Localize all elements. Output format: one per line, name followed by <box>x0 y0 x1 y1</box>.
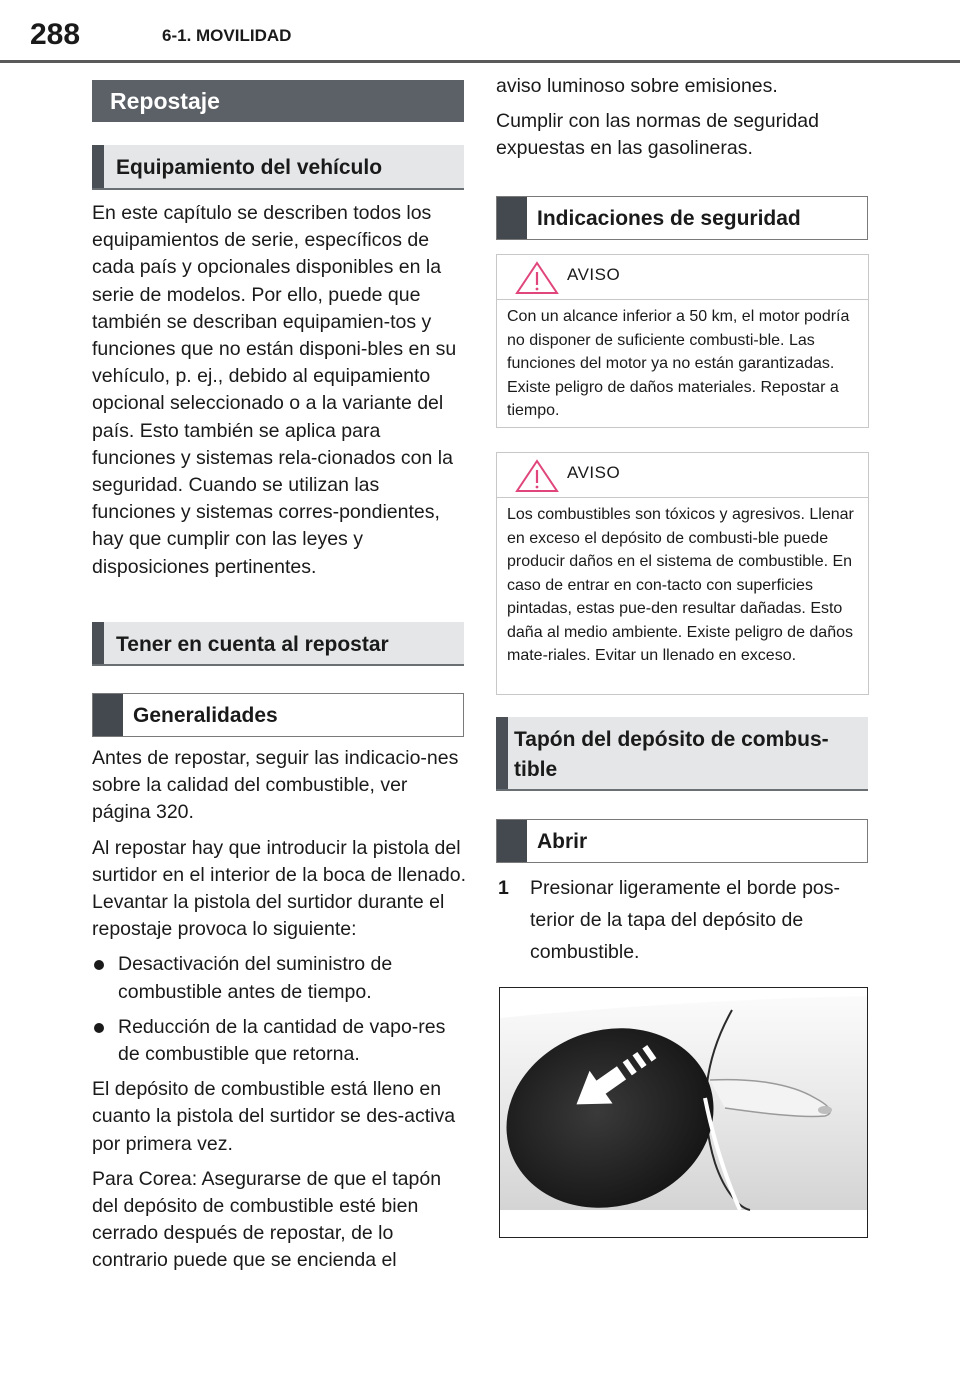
subheading-equipamiento <box>92 145 464 190</box>
page-number: 288 <box>30 18 81 51</box>
warning-box-1 <box>496 254 869 428</box>
fuel-flap-illustration <box>500 988 867 1237</box>
paragraph: Para Corea: Asegurarse de que el tapón del depósito de combustible esté bien cerrado después de repostar, de lo contrario puede que se encienda el <box>92 1167 442 1272</box>
subheading-abrir <box>496 819 868 863</box>
chapter-title: 6-1. MOVILIDAD <box>162 26 292 45</box>
subheading-generalidades <box>92 693 464 737</box>
heading-bar <box>497 820 527 862</box>
heading-bar <box>92 622 104 664</box>
heading-bar <box>92 145 104 188</box>
heading-bar <box>496 717 508 789</box>
subheading-repostar <box>92 622 464 666</box>
paragraph: Cumplir con las normas de seguridad expuestas en las gasolineras. <box>496 110 819 160</box>
warning-text: Los combustibles son tóxicos y agresivos. Llenar en exceso el depósito de combusti-ble puede producir daños en el sistema de combustible. En caso de entrar en con-tacto con superficies pintadas, estas pue-den resultar dañadas. Esto daña al medio ambiente. Existe peligro de daños mate-riales. Evitar un llenado en exceso. <box>507 506 854 664</box>
bullet-item: Reducción de la cantidad de vapo-res de combustible que retorna. <box>92 1014 466 1068</box>
paragraph: Antes de repostar, seguir las indicacio-nes sobre la calidad del combustible, ver página 320. <box>92 747 459 824</box>
subheading-tapon <box>496 717 868 791</box>
warning-header <box>497 453 868 498</box>
step-text: Presionar ligeramente el borde pos-terior de la tapa del depósito de combustible. <box>530 877 841 963</box>
warning-header <box>497 255 868 300</box>
section-title: Repostaje <box>92 80 464 122</box>
warning-title: AVISO <box>567 265 621 284</box>
step-number: 1 <box>498 877 509 899</box>
bullet-item: Desactivación del suministro de combustible antes de tiempo. <box>92 951 466 1005</box>
paragraph: Al repostar hay que introducir la pistola del surtidor en el interior de la boca de llenado. Levantar la pistola del surtidor durante el repostaje provoca lo siguiente: <box>92 836 466 941</box>
equipamiento-paragraph: En este capítulo se describen todos los equipamientos de serie, específicos de cada país y opcionales disponibles en la serie de modelos. Por ello, puede que también se describan equipamien-tos y funciones que no están disponi-bles en su vehículo, p. ej., debido al equipamiento opcional seleccionado o a la variante del país. Esto también se aplica para funciones y sistemas rela-cionados con la seguridad. Cuando se utilizan las funciones y sistemas corres-pondientes, hay que cumplir con las leyes y disposiciones pertinentes. <box>92 202 457 578</box>
paragraph: El depósito de combustible está lleno en cuanto la pistola del surtidor se des-activa por primera vez. <box>92 1078 456 1155</box>
subheading-abrir-label: Abrir <box>537 830 588 853</box>
heading-bar <box>497 197 527 239</box>
subheading-repostar-label: Tener en cuenta al repostar <box>116 633 389 656</box>
subheading-equipamiento-label: Equipamiento del vehículo <box>116 156 383 179</box>
handle-lock <box>818 1106 832 1114</box>
warning-title: AVISO <box>567 463 621 482</box>
warning-triangle-icon <box>515 261 559 295</box>
equipamiento-text-block <box>92 200 466 589</box>
subheading-generalidades-label: Generalidades <box>133 704 278 727</box>
step-item <box>498 872 868 968</box>
continued-text-block <box>496 73 868 171</box>
fuel-flap-figure <box>499 987 868 1238</box>
paragraph: aviso luminoso sobre emisiones. <box>496 75 778 97</box>
warning-box-2 <box>496 452 869 695</box>
subheading-seguridad-label: Indicaciones de seguridad <box>537 207 801 230</box>
subheading-seguridad <box>496 196 868 240</box>
header-rule <box>0 60 960 63</box>
heading-bar <box>93 694 123 736</box>
generalidades-text-block <box>92 745 466 1283</box>
warning-text: Con un alcance inferior a 50 km, el motor podría no disponer de suficiente combusti-ble. Las funciones del motor ya no están garantizadas. Existe peligro de daños materiales. Repostar a tiempo. <box>507 308 850 419</box>
warning-triangle-icon <box>515 459 559 493</box>
subheading-tapon-label: Tapón del depósito de combus-tible <box>514 728 829 781</box>
